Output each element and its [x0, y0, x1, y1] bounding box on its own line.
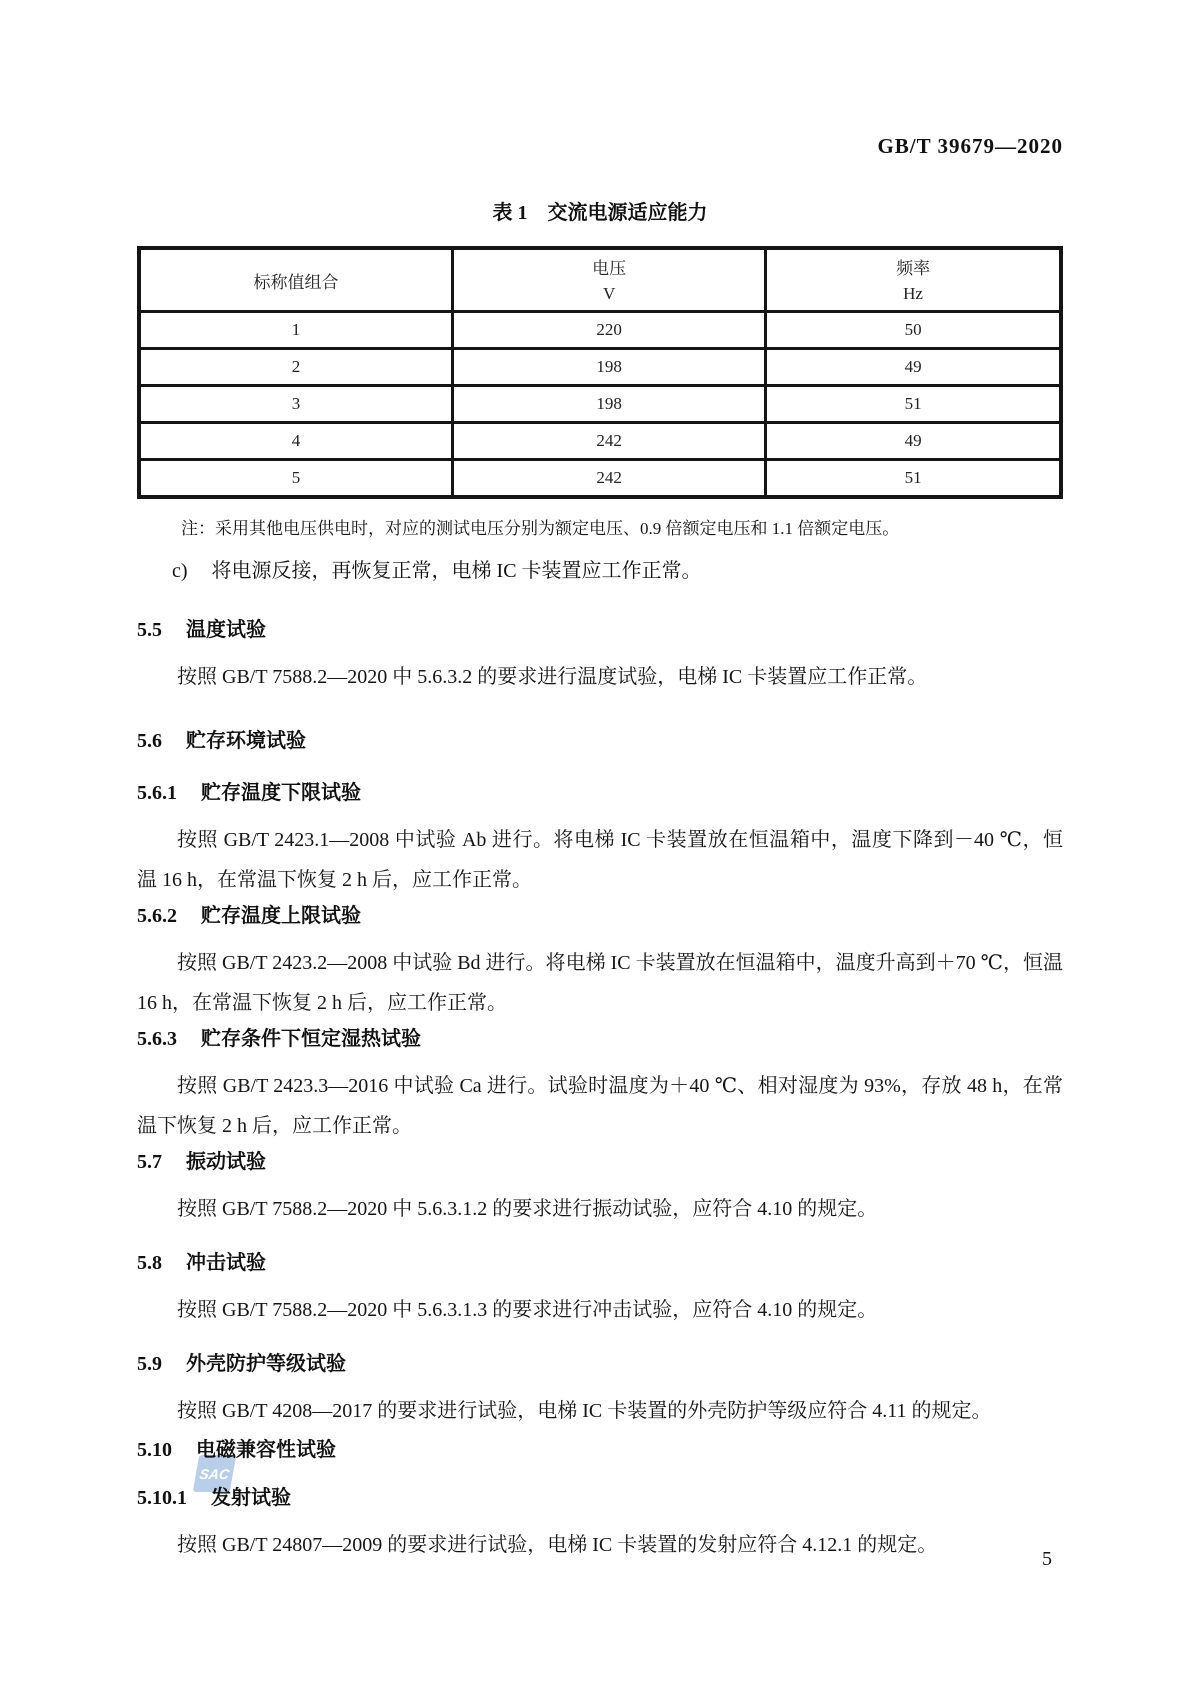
section-title: 电磁兼容性试验 — [196, 1439, 336, 1461]
section-5.6.1 — [137, 778, 1063, 900]
table-row — [139, 423, 1061, 460]
section-heading — [137, 615, 1063, 645]
table-row — [139, 312, 1061, 349]
table-cell: 49 — [766, 423, 1061, 460]
section-5.5 — [137, 615, 1063, 697]
section-number: 5.6.3 — [137, 1028, 177, 1050]
doc-code: GB/T 39679—2020 — [877, 134, 1063, 158]
section-number: 5.5 — [137, 619, 162, 641]
section-5.10.1 — [137, 1483, 1063, 1565]
table-cell: 198 — [453, 386, 766, 423]
section-heading — [137, 901, 1063, 931]
section-paragraph: 按照 GB/T 2423.3—2016 中试验 Ca 进行。试验时温度为＋40 ℃、相对湿度为 93%，存放 48 h，在常温下恢复 2 h 后，应工作正常。 — [137, 1075, 1063, 1137]
section-title: 贮存温度上限试验 — [201, 905, 361, 927]
table-cell: 198 — [453, 349, 766, 386]
page-number: 5 — [1042, 1548, 1052, 1570]
section-title: 温度试验 — [186, 619, 266, 641]
section-title: 冲击试验 — [186, 1252, 266, 1274]
section-heading — [137, 1147, 1063, 1177]
section-number: 5.6.2 — [137, 905, 177, 927]
table-cell: 3 — [139, 386, 453, 423]
list-item-marker: c) — [172, 560, 188, 582]
section-number: 5.6.1 — [137, 782, 177, 804]
column-header-1: 电压 V — [453, 248, 766, 312]
table-cell: 4 — [139, 423, 453, 460]
table-cell: 50 — [766, 312, 1061, 349]
section-number: 5.8 — [137, 1252, 162, 1274]
list-item-c — [172, 554, 1062, 583]
table-cell: 2 — [139, 349, 453, 386]
section-5.6.2 — [137, 901, 1063, 1023]
table-cell: 51 — [766, 386, 1061, 423]
section-paragraph: 按照 GB/T 2423.2—2008 中试验 Bd 进行。将电梯 IC 卡装置放在恒温箱中，温度升高到＋70 ℃，恒温 16 h，在常温下恢复 2 h 后，应工作正常。 — [137, 952, 1063, 1014]
column-header-2: 频率 Hz — [766, 248, 1061, 312]
table-cell: 5 — [139, 460, 453, 498]
section-paragraph: 按照 GB/T 2423.1—2008 中试验 Ab 进行。将电梯 IC 卡装置放在恒温箱中，温度下降到－40 ℃，恒温 16 h，在常温下恢复 2 h 后，应工作正常。 — [137, 829, 1063, 891]
section-title: 振动试验 — [186, 1151, 266, 1173]
section-5.9 — [137, 1349, 1063, 1431]
table-cell: 1 — [139, 312, 453, 349]
section-heading — [137, 726, 1063, 756]
section-title: 发射试验 — [211, 1487, 291, 1509]
section-paragraph: 按照 GB/T 4208—2017 的要求进行试验，电梯 IC 卡装置的外壳防护等级应符合 4.11 的规定。 — [177, 1400, 992, 1422]
table-cell: 49 — [766, 349, 1061, 386]
table-header-row — [139, 248, 1061, 312]
list-item-text: 将电源反接，再恢复正常，电梯 IC 卡装置应工作正常。 — [211, 560, 702, 582]
section-paragraph: 按照 GB/T 24807—2009 的要求进行试验，电梯 IC 卡装置的发射应符合 4.12.1 的规定。 — [177, 1534, 938, 1556]
section-number: 5.10.1 — [137, 1487, 187, 1509]
table-row — [139, 349, 1061, 386]
section-number: 5.9 — [137, 1353, 162, 1375]
table-header — [139, 248, 1061, 312]
table-cell: 242 — [453, 460, 766, 498]
table-note: 注：采用其他电压供电时，对应的测试电压分别为额定电压、0.9 倍额定电压和 1.1 倍额定电压。 — [181, 519, 900, 538]
section-paragraph: 按照 GB/T 7588.2—2020 中 5.6.3.2 的要求进行温度试验，电梯 IC 卡装置应工作正常。 — [177, 666, 928, 688]
section-title: 贮存温度下限试验 — [201, 782, 361, 804]
section-heading — [137, 1024, 1063, 1054]
section-5.10 — [137, 1435, 1063, 1465]
section-heading — [137, 1349, 1063, 1379]
table-row — [139, 460, 1061, 498]
table-cell: 242 — [453, 423, 766, 460]
section-5.8 — [137, 1248, 1063, 1330]
section-heading — [137, 778, 1063, 808]
section-heading — [137, 1248, 1063, 1278]
section-title: 贮存条件下恒定湿热试验 — [201, 1028, 421, 1050]
section-paragraph: 按照 GB/T 7588.2—2020 中 5.6.3.1.2 的要求进行振动试验，应符合 4.10 的规定。 — [177, 1198, 878, 1220]
section-number: 5.6 — [137, 730, 162, 752]
column-header-0: 标称值组合 — [139, 248, 453, 312]
sac-watermark-icon: SAC — [193, 1455, 237, 1492]
section-paragraph: 按照 GB/T 7588.2—2020 中 5.6.3.1.3 的要求进行冲击试验，应符合 4.10 的规定。 — [177, 1299, 878, 1321]
section-5.6.3 — [137, 1024, 1063, 1146]
table-cell: 51 — [766, 460, 1061, 498]
section-number: 5.7 — [137, 1151, 162, 1173]
section-number: 5.10 — [137, 1439, 172, 1461]
section-5.6 — [137, 726, 1063, 756]
section-title: 贮存环境试验 — [186, 730, 306, 752]
section-heading — [137, 1435, 1063, 1465]
section-title: 外壳防护等级试验 — [186, 1353, 346, 1375]
table-row — [139, 386, 1061, 423]
table-cell: 220 — [453, 312, 766, 349]
table-body — [139, 312, 1061, 498]
ac-power-adaptability-table — [137, 246, 1063, 499]
section-5.7 — [137, 1147, 1063, 1229]
section-heading — [137, 1483, 1063, 1513]
table-title: 表 1 交流电源适应能力 — [492, 202, 708, 224]
